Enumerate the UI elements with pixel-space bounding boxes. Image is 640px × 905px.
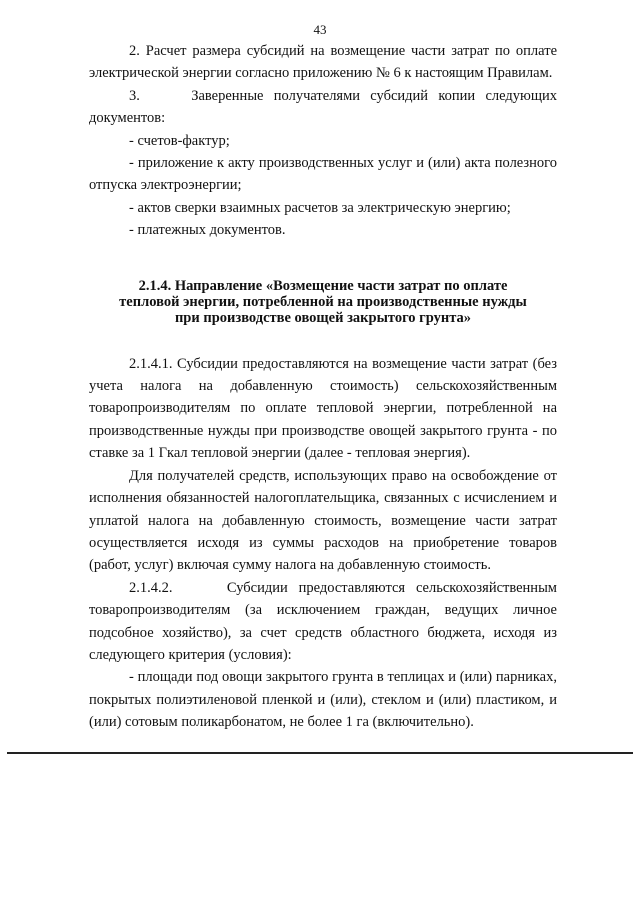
paragraph-certified-copies: 3. Заверенные получателями субсидий копии следующих документов: [89, 87, 557, 127]
paragraph-electricity-calculation: 2. Расчет размера субсидий на возмещение части затрат по оплате электрической энергии согласно приложению № 6 к настоящим Правилам. [89, 43, 557, 82]
page-number: 43 [313, 22, 327, 37]
paragraph-2-1-4-1: 2.1.4.1. Субсидии предоставляются на возмещение части затрат (без учета налога на добавленную стоимость) сельскохозяйственным товаропроизводителям по оплате тепловой энергии, потребленной на производственные нужды при производстве овощей закрытого грунта - по ставке за 1 Гкал тепловой энергии (далее - тепловая энергия). [89, 355, 557, 462]
paragraph-2-1-4-2: 2.1.4.2. Субсидии предоставляются сельскохозяйственным товаропроизводителям (за исключением граждан, ведущих личное подсобное хозяйство), за счет средств областного бюджета, исходя из следующего критерия (условия): [89, 579, 557, 663]
section-heading-line-1: 2.1.4. Направление «Возмещение части затрат по оплате [138, 277, 508, 294]
footer-divider [7, 752, 633, 754]
paragraph-vat-exemption: Для получателей средств, использующих право на освобождение от исполнения обязанностей налогоплательщика, связанных с исчислением и уплатой налога на добавленную стоимость, возмещение части затрат осуществляется исходя из суммы расходов на приобретение товаров (работ, услуг) включая сумму налога на добавленную стоимость. [89, 467, 557, 574]
list-item-greenhouse-area: - площади под овощи закрытого грунта в теплицах и (или) парниках, покрытых полиэтиленовой пленкой и (или), стеклом и (или) пластиком, и (или) сотовым поликарбонатом, не более 1 га (включительно). [89, 669, 557, 731]
section-heading-line-2: тепловой энергии, потребленной на производственные нужды [119, 293, 527, 310]
list-item-reconciliation-acts: - актов сверки взаимных расчетов за электрическую энергию; [129, 199, 511, 216]
document-body [89, 40, 557, 734]
list-item-invoices: - счетов-фактур; [129, 132, 230, 149]
section-heading [89, 278, 557, 326]
list-item-service-act: - приложение к акту производственных услуг и (или) акта полезного отпуска электроэнергии; [89, 155, 557, 194]
section-heading-line-3: при производстве овощей закрытого грунта» [174, 309, 472, 326]
list-item-payment-documents: - платежных документов. [129, 222, 286, 239]
